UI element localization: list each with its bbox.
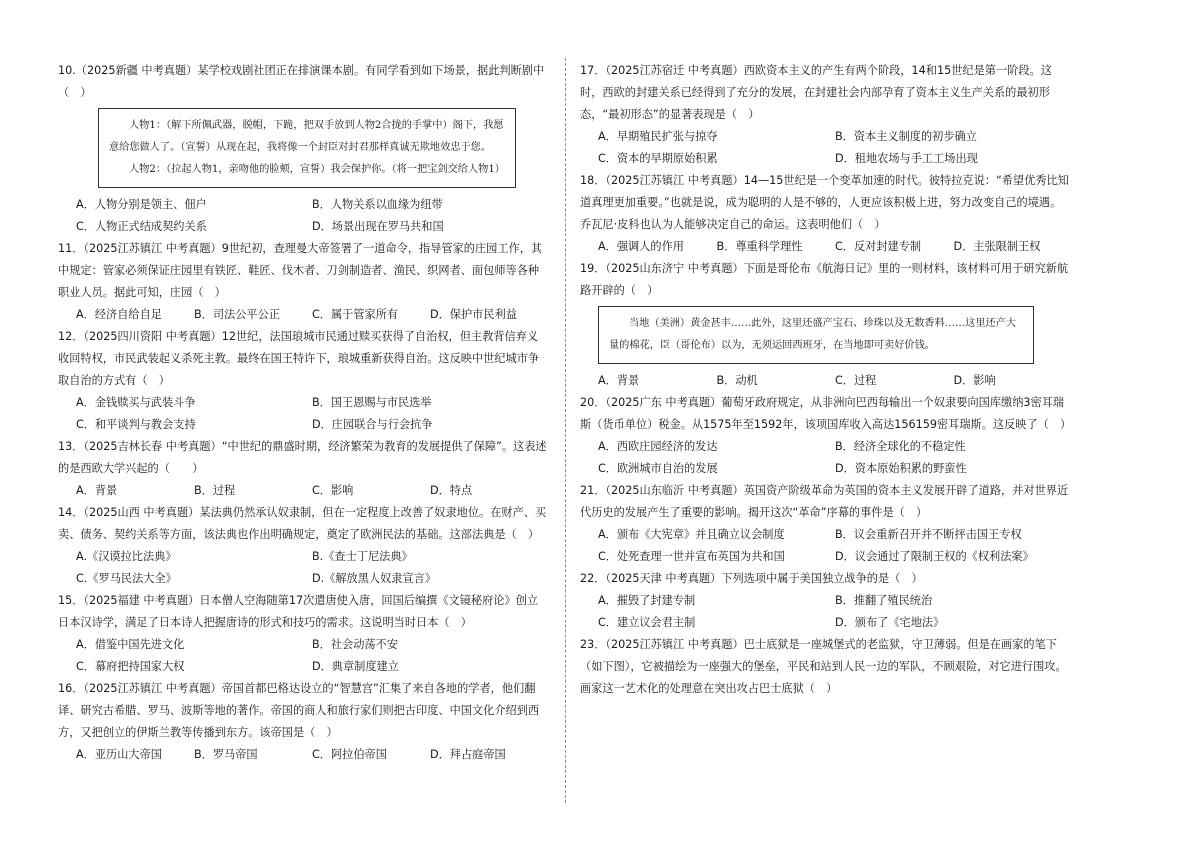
option-d[interactable]: D．典章制度建立 [312,660,399,673]
question-19-stem: 19．（2025山东济宁 中考真题）下面是哥伦布《航海日记》里的一则材料，该材料可用于研究新航路开辟的（ ） [580,262,1069,297]
question-18-stem: 18．（2025江苏镇江 中考真题）14—15世纪是一个变革加速的时代。彼特拉克说：“希望优秀比知道真理更加重要。”也就是说，成为聪明的人是不够的，人更应该积极上进，努力改变自己的境遇。乔瓦尼·皮科也认为人能够决定自己的命运。这表明他们（ ） [580,174,1069,231]
question-21-options [580,524,1072,568]
option-d[interactable]: D.《解放黑人奴隶宣言》 [312,572,437,585]
option-b[interactable]: B．经济全球化的不稳定性 [835,440,966,453]
option-b[interactable]: B．社会动荡不安 [312,638,398,651]
question-15 [58,590,548,678]
question-21-stem: 21．（2025山东临沂 中考真题）英国资产阶级革命为英国的资本主义发展开辟了道路，并对世界近代历史的发展产生了重要的影响。揭开这次“革命”序幕的事件是（ ） [580,484,1069,519]
question-15-options [58,634,548,678]
question-19-material-line: 当地（美洲）黄金甚丰……此外，这里还盛产宝石、珍珠以及无数香料……这里还产大量的棉花，臣（哥伦布）以为，无须运回西班牙，在当地即可卖好价钱。 [609,318,1017,351]
question-21 [580,480,1072,568]
question-18-options [580,236,1072,258]
option-a[interactable]: A．早期殖民扩张与掠夺 [598,130,718,143]
option-d[interactable]: D．特点 [430,484,473,497]
option-a[interactable]: A．颁布《大宪章》并且确立议会制度 [598,528,785,541]
question-14-options [58,546,548,590]
question-10 [58,60,548,238]
option-c[interactable]: C．过程 [835,374,877,387]
option-d[interactable]: D．租地农场与手工工场出现 [835,152,978,165]
question-22 [580,568,1072,634]
option-b[interactable]: B．罗马帝国 [194,748,258,761]
column-divider [565,58,566,803]
option-c[interactable]: C．人物正式结成契约关系 [76,220,207,233]
option-c[interactable]: C.《罗马民法大全》 [76,572,177,585]
option-d[interactable]: D．场景出现在罗马共和国 [312,220,444,233]
option-d[interactable]: D．庄园联合与行会抗争 [312,418,433,431]
option-b[interactable]: B．动机 [716,374,758,387]
question-20 [580,392,1072,480]
option-b[interactable]: B．推翻了殖民统治 [835,594,933,607]
question-13-stem: 13．（2025吉林长春 中考真题）“中世纪的鼎盛时期，经济繁荣为教育的发展提供了保障”。这表述的是西欧大学兴起的（ ） [58,440,547,475]
option-d[interactable]: D．主张限制王权 [953,240,1041,253]
option-d[interactable]: D．资本原始积累的野蛮性 [835,462,967,475]
option-a[interactable]: A．亚历山大帝国 [76,748,162,761]
option-b[interactable]: B．资本主义制度的初步确立 [835,130,977,143]
option-c[interactable]: C．欧洲城市自治的发展 [598,462,718,475]
question-12 [58,326,548,436]
question-10-material-line: 人物1：（解下所佩武器，脱帽，下跪，把双手放到人物2合拢的手掌中）阁下，我愿意给您做人了。（宣誓）从现在起，我将像一个封臣对封君那样真诚无欺地效忠于您。 [109,120,504,153]
option-a[interactable]: A．背景 [76,484,118,497]
question-23-stem: 23．（2025江苏镇江 中考真题）巴士底狱是一座城堡式的老监狱，守卫薄弱。但是在画家的笔下（如下图），它被描绘为一座强大的堡垒，平民和站到人民一边的军队，不顾艰险，对它进行围攻。画家这一艺术化的处理意在突出攻占巴士底狱（ ） [580,638,1067,695]
option-b[interactable]: B．国王恩赐与市民选举 [312,396,432,409]
question-11-stem: 11．（2025江苏镇江 中考真题）9世纪初，查理曼大帝签署了一道命令，指导管家的庄园工作，其中规定：管家必须保证庄园里有铁匠、鞋匠、伐木者、刀剑制造者、渔民、织网者、面包师等各种职业人员。据此可知，庄园（ ） [58,242,543,299]
option-b[interactable]: B．人物关系以血缘为纽带 [312,198,443,211]
option-c[interactable]: C．和平谈判与教会支持 [76,418,196,431]
option-a[interactable]: A.《汉谟拉比法典》 [76,550,177,563]
option-c[interactable]: C．属于管家所有 [312,308,399,321]
question-19-material-box [598,306,1034,364]
question-10-options [58,194,548,238]
option-d[interactable]: D．影响 [953,374,996,387]
question-12-stem: 12．（2025四川资阳 中考真题）12世纪，法国琅城市民通过赎买获得了自治权，但主教背信弃义收回特权，市民武装起义杀死主教。最终在国王特许下，琅城重新获得自治。这反映中世纪城市争取自治的方式有（ ） [58,330,540,387]
option-c[interactable]: C．幕府把持国家大权 [76,660,185,673]
question-19-options [580,370,1072,392]
option-a[interactable]: A．借鉴中国先进文化 [76,638,185,651]
question-22-options [580,590,1072,634]
option-b[interactable]: B．尊重科学理性 [716,240,803,253]
option-c[interactable]: C．反对封建专制 [835,240,922,253]
question-16-options [58,744,548,766]
question-14-stem: 14．（2025山西 中考真题）某法典仍然承认奴隶制，但在一定程度上改善了奴隶地位。在财产、买卖、债务、契约关系等方面，该法典也作出明确规定，奠定了欧洲民法的基础。这部法典是（ ） [58,506,547,541]
option-b[interactable]: B．过程 [194,484,236,497]
option-b[interactable]: B.《查士丁尼法典》 [312,550,413,563]
question-20-options [580,436,1072,480]
option-c[interactable]: C．资本的早期原始积累 [598,152,718,165]
question-11 [58,238,548,326]
question-10-material-box [98,108,516,188]
option-a[interactable]: A．强调人的作用 [598,240,684,253]
question-16 [58,678,548,766]
question-18 [580,170,1072,258]
right-column [580,60,1072,700]
question-15-stem: 15．（2025福建 中考真题）日本僧人空海随第17次遣唐使入唐，回国后编撰《文镜秘府论》创立日本汉诗学，满足了日本诗人把握唐诗的形式和技巧的需求。这说明当时日本（ ） [58,594,539,629]
option-a[interactable]: A．西欧庄园经济的发达 [598,440,718,453]
question-12-options [58,392,548,436]
left-column [58,60,548,766]
option-c[interactable]: C．影响 [312,484,354,497]
question-17 [580,60,1072,170]
option-b[interactable]: B．司法公平公正 [194,308,280,321]
question-13 [58,436,548,502]
question-11-options [58,304,548,326]
question-20-stem: 20．（2025广东 中考真题）葡萄牙政府规定，从非洲向巴西每输出一个奴隶要向国库缴纳3密耳瑞斯（货币单位）税金。从1575年至1592年，该项国库收入高达156159密耳瑞斯。这反映了（ ） [580,396,1072,431]
question-19 [580,258,1072,392]
question-13-options [58,480,548,502]
question-10-material-line: 人物2：（拉起人物1，亲吻他的脸颊，宣誓）我会保护你。（将一把宝剑交给人物1） [129,164,505,175]
option-a[interactable]: A．金钱赎买与武装斗争 [76,396,196,409]
option-a[interactable]: A．经济自给自足 [76,308,162,321]
question-22-stem: 22．（2025天津 中考真题）下列选项中属于美国独立战争的是（ ） [580,572,923,585]
option-b[interactable]: B．议会重新召开并不断抨击国王专权 [835,528,1022,541]
option-a[interactable]: A．摧毁了封建专制 [598,594,696,607]
question-16-stem: 16．（2025江苏镇江 中考真题）帝国首都巴格达设立的“智慧宫”汇集了来自各地的学者，他们翻译、研究古希腊、罗马、波斯等地的著作。帝国的商人和旅行家们则把古印度、中国文化介绍到西方，又把创立的伊斯兰教等传播到东方。该帝国是（ ） [58,682,540,739]
question-14 [58,502,548,590]
option-a[interactable]: A．背景 [598,374,640,387]
option-d[interactable]: D．议会通过了限制王权的《权利法案》 [835,550,1034,563]
option-c[interactable]: C．阿拉伯帝国 [312,748,387,761]
option-c[interactable]: C．建立议会君主制 [598,616,696,629]
question-10-stem: 10.（2025新疆 中考真题）某学校戏剧社团正在排演课本剧。有同学看到如下场景，据此判断剧中（ ） [58,64,545,99]
question-17-stem: 17．（2025江苏宿迁 中考真题）西欧资本主义的产生有两个阶段，14和15世纪是第一阶段。这时，西欧的封建关系已经得到了充分的发展，在封建社会内部孕育了资本主义生产关系的最初形态，“最初形态”的显著表现是（ ） [580,64,1052,121]
option-d[interactable]: D．颁布了《宅地法》 [835,616,945,629]
question-23 [580,634,1072,700]
option-d[interactable]: D．保护市民利益 [430,308,517,321]
option-a[interactable]: A．人物分别是领主、佃户 [76,198,207,211]
question-17-options [580,126,1072,170]
option-c[interactable]: C．处死查理一世并宣布英国为共和国 [598,550,785,563]
option-d[interactable]: D．拜占庭帝国 [430,748,506,761]
